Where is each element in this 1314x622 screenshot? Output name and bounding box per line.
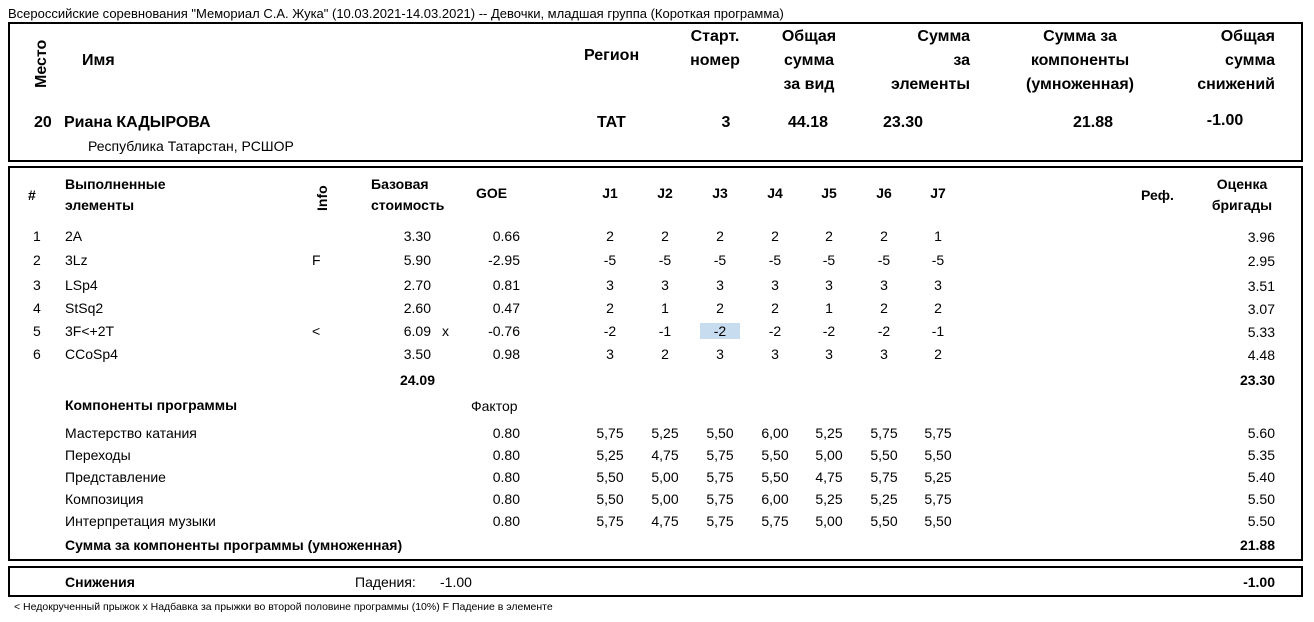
judge-label-1: J1 (602, 185, 618, 201)
element-judge-score: 1 (825, 300, 833, 316)
element-score: 4.48 (1247, 347, 1275, 363)
element-code: StSq2 (65, 300, 104, 316)
component-judge-score: 5,50 (761, 469, 789, 485)
judge-label-4: J4 (767, 185, 783, 201)
component-judge-score: 5,50 (924, 447, 952, 463)
component-judge-score: 5,75 (706, 491, 734, 507)
element-code: LSp4 (65, 277, 98, 293)
component-factor: 0.80 (492, 491, 520, 507)
element-score: 5.33 (1247, 324, 1275, 340)
element-judge-score: 3 (661, 277, 669, 293)
component-score: 5.60 (1247, 425, 1275, 441)
element-judge-score: 1 (661, 300, 669, 316)
element-judge-score: -2 (877, 323, 891, 339)
falls-value: -1.00 (440, 574, 472, 590)
element-judge-score: -2 (700, 323, 740, 339)
component-judge-score: 5,50 (596, 469, 624, 485)
component-factor: 0.80 (492, 513, 520, 529)
element-score: 2.95 (1247, 253, 1275, 269)
deductions-label: Общая сумма снижений (1197, 28, 1275, 93)
footnote: < Недокрученный прыжок x Надбавка за прыжки во второй половине программы (10%) F Падение в элементе (14, 601, 553, 613)
element-judge-score: 2 (606, 228, 614, 244)
element-goe: 0.47 (492, 300, 520, 316)
skater-club: Республика Татарстан, РСШОР (88, 138, 294, 154)
element-goe: 0.81 (492, 277, 520, 293)
component-judge-score: 6,00 (761, 425, 789, 441)
component-judge-score: 5,50 (870, 513, 898, 529)
col-num-label: # (28, 187, 36, 203)
col-goe-label: GOE (476, 185, 508, 201)
component-score: 5.50 (1247, 491, 1275, 507)
element-code: 3F<+2T (65, 323, 115, 339)
element-code: 3Lz (65, 252, 88, 268)
component-name: Композиция (65, 491, 144, 507)
component-judge-score: 5,75 (596, 513, 624, 529)
element-judge-score: 2 (716, 300, 724, 316)
element-goe: -0.76 (488, 323, 520, 339)
element-judge-score: -5 (822, 252, 836, 268)
falls-label: Падения: (355, 574, 416, 590)
element-info: F (312, 252, 321, 268)
element-code: CCoSp4 (65, 346, 118, 362)
element-judge-score: -5 (603, 252, 617, 268)
element-judge-score: 3 (825, 346, 833, 362)
element-judge-score: 2 (716, 228, 724, 244)
component-judge-score: 5,25 (870, 491, 898, 507)
place-label: Место (33, 39, 50, 88)
element-bonus-mark: x (442, 323, 449, 339)
judge-label-3: J3 (712, 185, 728, 201)
element-judge-score: 3 (934, 277, 942, 293)
component-judge-score: 5,00 (815, 513, 843, 529)
judge-label-2: J2 (657, 185, 673, 201)
components-total-label: Сумма за компоненты программы (умноженная) (65, 537, 403, 553)
skater-total: 44.18 (787, 114, 829, 131)
components-title: Компоненты программы (65, 397, 238, 413)
component-score: 5.35 (1247, 447, 1275, 463)
element-base: 3.30 (403, 228, 431, 244)
component-name: Переходы (65, 447, 131, 463)
judge-label-7: J7 (930, 185, 946, 201)
element-judge-score: -5 (931, 252, 945, 268)
component-judge-score: 5,75 (924, 491, 952, 507)
component-score: 5.40 (1247, 469, 1275, 485)
region-label: Регион (584, 47, 640, 64)
element-judge-score: 2 (661, 228, 669, 244)
component-judge-score: 5,75 (596, 425, 624, 441)
element-judge-score: 2 (934, 300, 942, 316)
element-judge-score: 2 (771, 300, 779, 316)
element-base: 2.60 (403, 300, 431, 316)
element-judge-score: -2 (603, 323, 617, 339)
skater-deductions: -1.00 (1206, 112, 1244, 129)
component-judge-score: 5,75 (706, 513, 734, 529)
element-judge-score: 2 (880, 300, 888, 316)
element-score: 3.51 (1247, 278, 1275, 294)
component-judge-score: 4,75 (651, 513, 679, 529)
skater-name: Риана КАДЫРОВА (64, 114, 211, 131)
component-judge-score: 5,75 (870, 469, 898, 485)
component-judge-score: 5,25 (815, 425, 843, 441)
component-judge-score: 5,50 (596, 491, 624, 507)
element-judge-score: 2 (771, 228, 779, 244)
element-base: 5.90 (403, 252, 431, 268)
element-judge-score: 3 (771, 277, 779, 293)
element-judge-score: 2 (606, 300, 614, 316)
element-num: 6 (33, 346, 41, 362)
element-judge-score: 3 (771, 346, 779, 362)
component-judge-score: 5,25 (596, 447, 624, 463)
component-judge-score: 5,75 (870, 425, 898, 441)
element-judge-score: -5 (768, 252, 782, 268)
element-judge-score: 3 (880, 277, 888, 293)
component-judge-score: 5,50 (706, 425, 734, 441)
component-score: 5.50 (1247, 513, 1275, 529)
component-judge-score: 5,00 (651, 491, 679, 507)
deductions-row-label: Снижения (65, 574, 135, 590)
component-judge-score: 5,75 (706, 469, 734, 485)
skater-start: 3 (721, 114, 731, 131)
elements-score-total: 23.30 (1239, 372, 1275, 388)
element-judge-score: -1 (931, 323, 945, 339)
component-judge-score: 5,50 (870, 447, 898, 463)
col-info-label: Info (314, 185, 330, 211)
component-judge-score: 5,25 (651, 425, 679, 441)
component-judge-score: 4,75 (651, 447, 679, 463)
element-judge-score: 3 (606, 277, 614, 293)
element-goe: 0.66 (492, 228, 520, 244)
elements-label: Сумма за элементы (891, 28, 970, 93)
skater-place: 20 (34, 114, 52, 131)
base-total: 24.09 (399, 372, 435, 388)
component-judge-score: 5,25 (924, 469, 952, 485)
component-judge-score: 5,50 (761, 447, 789, 463)
element-goe: 0.98 (492, 346, 520, 362)
skater-region: TAT (597, 114, 626, 131)
element-judge-score: -5 (713, 252, 727, 268)
element-judge-score: 3 (825, 277, 833, 293)
element-judge-score: 2 (880, 228, 888, 244)
element-num: 5 (33, 323, 41, 339)
element-base: 3.50 (403, 346, 431, 362)
component-name: Представление (65, 469, 166, 485)
element-judge-score: 3 (880, 346, 888, 362)
element-judge-score: -2 (822, 323, 836, 339)
judge-label-5: J5 (821, 185, 837, 201)
start-label: Старт. номер (690, 28, 740, 69)
components-total: 21.88 (1239, 537, 1275, 553)
col-base-label: Базовая стоимость (371, 176, 445, 213)
deductions-total: -1.00 (1243, 574, 1275, 590)
component-judge-score: 5,75 (761, 513, 789, 529)
name-label: Имя (82, 52, 115, 69)
element-base: 2.70 (403, 277, 431, 293)
element-goe: -2.95 (488, 252, 520, 268)
element-judge-score: 3 (716, 277, 724, 293)
element-code: 2A (65, 228, 83, 244)
element-judge-score: 3 (606, 346, 614, 362)
component-factor: 0.80 (492, 469, 520, 485)
total-label: Общая сумма за вид (781, 28, 837, 93)
skater-components: 21.88 (1072, 114, 1114, 131)
element-judge-score: 1 (934, 228, 942, 244)
factor-label: Фактор (471, 398, 518, 414)
element-judge-score: -5 (658, 252, 672, 268)
component-judge-score: 5,00 (815, 447, 843, 463)
element-score: 3.96 (1247, 229, 1275, 245)
element-judge-score: -2 (768, 323, 782, 339)
element-num: 4 (33, 300, 41, 316)
element-base: 6.09 (403, 323, 431, 339)
col-ref-label: Реф. (1141, 187, 1174, 203)
element-judge-score: 2 (825, 228, 833, 244)
page-title: Всероссийские соревнования "Мемориал С.А. Жука" (10.03.2021-14.03.2021) -- Девочки, младшая группа (Короткая программа) (8, 6, 784, 21)
deductions-box (8, 566, 1303, 597)
component-judge-score: 5,75 (706, 447, 734, 463)
col-element-label: Выполненные элементы (65, 176, 166, 213)
component-judge-score: 6,00 (761, 491, 789, 507)
component-judge-score: 4,75 (815, 469, 843, 485)
element-info: < (312, 323, 321, 339)
components-label: Сумма за компоненты (умноженная) (1026, 28, 1134, 93)
component-name: Интерпретация музыки (65, 513, 216, 529)
element-num: 1 (33, 228, 41, 244)
element-score: 3.07 (1247, 301, 1275, 317)
element-judge-score: 2 (661, 346, 669, 362)
component-judge-score: 5,75 (924, 425, 952, 441)
component-factor: 0.80 (492, 425, 520, 441)
element-judge-score: 2 (934, 346, 942, 362)
skater-elements: 23.30 (882, 114, 924, 131)
component-factor: 0.80 (492, 447, 520, 463)
component-name: Мастерство катания (65, 425, 197, 441)
element-num: 2 (33, 252, 41, 268)
component-judge-score: 5,50 (924, 513, 952, 529)
element-judge-score: 3 (716, 346, 724, 362)
component-judge-score: 5,25 (815, 491, 843, 507)
col-score-label: Оценка бригады (1211, 176, 1273, 213)
element-num: 3 (33, 277, 41, 293)
element-judge-score: -1 (658, 323, 672, 339)
component-judge-score: 5,00 (651, 469, 679, 485)
judge-label-6: J6 (876, 185, 892, 201)
element-judge-score: -5 (877, 252, 891, 268)
